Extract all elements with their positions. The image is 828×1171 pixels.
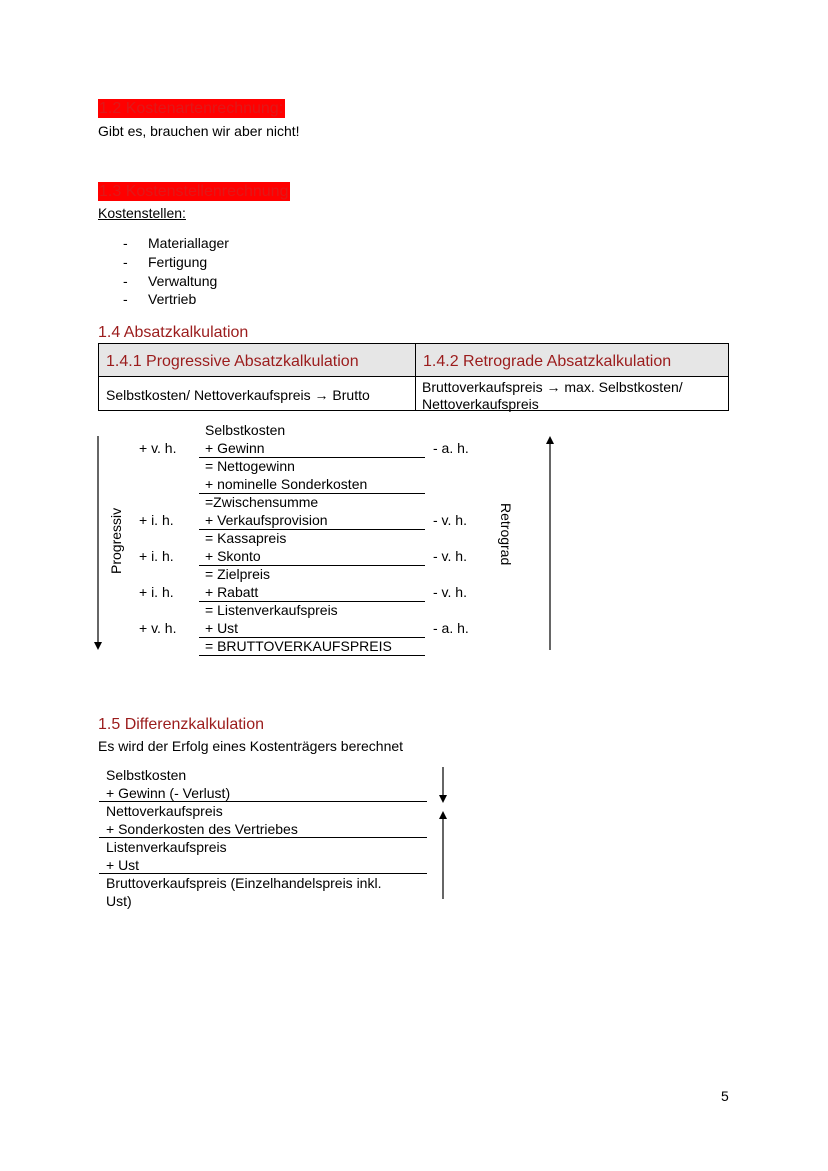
retrograd-label: Retrograd xyxy=(498,503,514,566)
calc-line: + Ust xyxy=(205,620,239,636)
diff-line: Listenverkaufspreis xyxy=(106,839,227,855)
progressiv-label: Progressiv xyxy=(108,507,124,574)
calc-line: Selbstkosten xyxy=(205,422,286,438)
calc-line: = Listenverkaufspreis xyxy=(205,602,338,618)
list-item: Materiallager xyxy=(148,235,229,251)
list-item: Verwaltung xyxy=(148,273,218,289)
heading-kostenartenrechnung: 1.2 Kostenartenrechnung: xyxy=(99,100,284,117)
table-header-label: 1.4.2 Retrograde Absatzkalkulation xyxy=(423,353,672,370)
calc-note-right: - a. h. xyxy=(433,620,469,636)
heading-absatzkalkulation: 1.4 Absatzkalkulation xyxy=(98,324,249,341)
arrow-up-differenz-icon xyxy=(439,811,447,899)
page-number: 5 xyxy=(721,1088,729,1104)
table-cell-text: Selbstkosten/ Nettoverkaufspreis → Brutto xyxy=(106,387,370,403)
list-item: Fertigung xyxy=(148,254,208,270)
diff-line: Ust) xyxy=(106,893,132,909)
calc-line: + Rabatt xyxy=(205,584,259,600)
list-dash: - xyxy=(123,291,128,307)
calc-note-right: - v. h. xyxy=(433,512,467,528)
heading-kostenstellenrechnung: 1.3 Kostenstellenrechnung xyxy=(99,183,289,200)
calc-note-right: - v. h. xyxy=(433,548,467,564)
calc-note-left: + i. h. xyxy=(139,512,174,528)
calc-note-left: + i. h. xyxy=(139,584,174,600)
calc-line: = Zielpreis xyxy=(205,566,270,582)
calc-note-left: + i. h. xyxy=(139,548,174,564)
calc-line: = Nettogewinn xyxy=(205,458,295,474)
calc-note-right: - v. h. xyxy=(433,584,467,600)
list-dash: - xyxy=(123,273,128,289)
calc-line: + nominelle Sonderkosten xyxy=(205,476,368,492)
diff-line: + Sonderkosten des Vertriebes xyxy=(106,821,298,837)
calc-line: + Verkaufsprovision xyxy=(205,512,328,528)
table-header-label: 1.4.1 Progressive Absatzkalkulation xyxy=(106,353,359,370)
table-cell-text: Bruttoverkaufspreis → max. Selbstkosten/ xyxy=(422,379,683,395)
calc-line: = Kassapreis xyxy=(205,530,287,546)
arrow-down-differenz-icon xyxy=(439,767,447,803)
diff-line: + Gewinn (- Verlust) xyxy=(106,785,231,801)
list-item: Vertrieb xyxy=(148,291,197,307)
calc-line: =Zwischensumme xyxy=(205,494,319,510)
list-dash: - xyxy=(123,254,128,270)
heading-differenzkalkulation: 1.5 Differenzkalkulation xyxy=(98,716,265,733)
text-differenzkalkulation: Es wird der Erfolg eines Kostenträgers berechnet xyxy=(98,738,404,754)
calc-note-left: + v. h. xyxy=(139,440,177,456)
list-dash: - xyxy=(123,235,128,251)
calc-note-right: - a. h. xyxy=(433,440,469,456)
diff-line: Nettoverkaufspreis xyxy=(106,803,223,819)
subheading-kostenstellen: Kostenstellen: xyxy=(98,205,186,221)
table-cell-text: Nettoverkaufspreis xyxy=(422,396,539,412)
calc-line: + Gewinn xyxy=(205,440,265,456)
diff-line: + Ust xyxy=(106,857,140,873)
diff-line: Selbstkosten xyxy=(106,767,187,783)
diff-line: Bruttoverkaufspreis (Einzelhandelspreis inkl. xyxy=(106,875,382,891)
calc-line: + Skonto xyxy=(205,548,261,564)
arrow-up-retrograd-icon xyxy=(546,436,554,650)
arrow-down-progressiv-icon xyxy=(94,436,102,650)
calc-line: = BRUTTOVERKAUFSPREIS xyxy=(205,638,392,654)
text-kostenartenrechnung: Gibt es, brauchen wir aber nicht! xyxy=(98,123,300,139)
calc-note-left: + v. h. xyxy=(139,620,177,636)
